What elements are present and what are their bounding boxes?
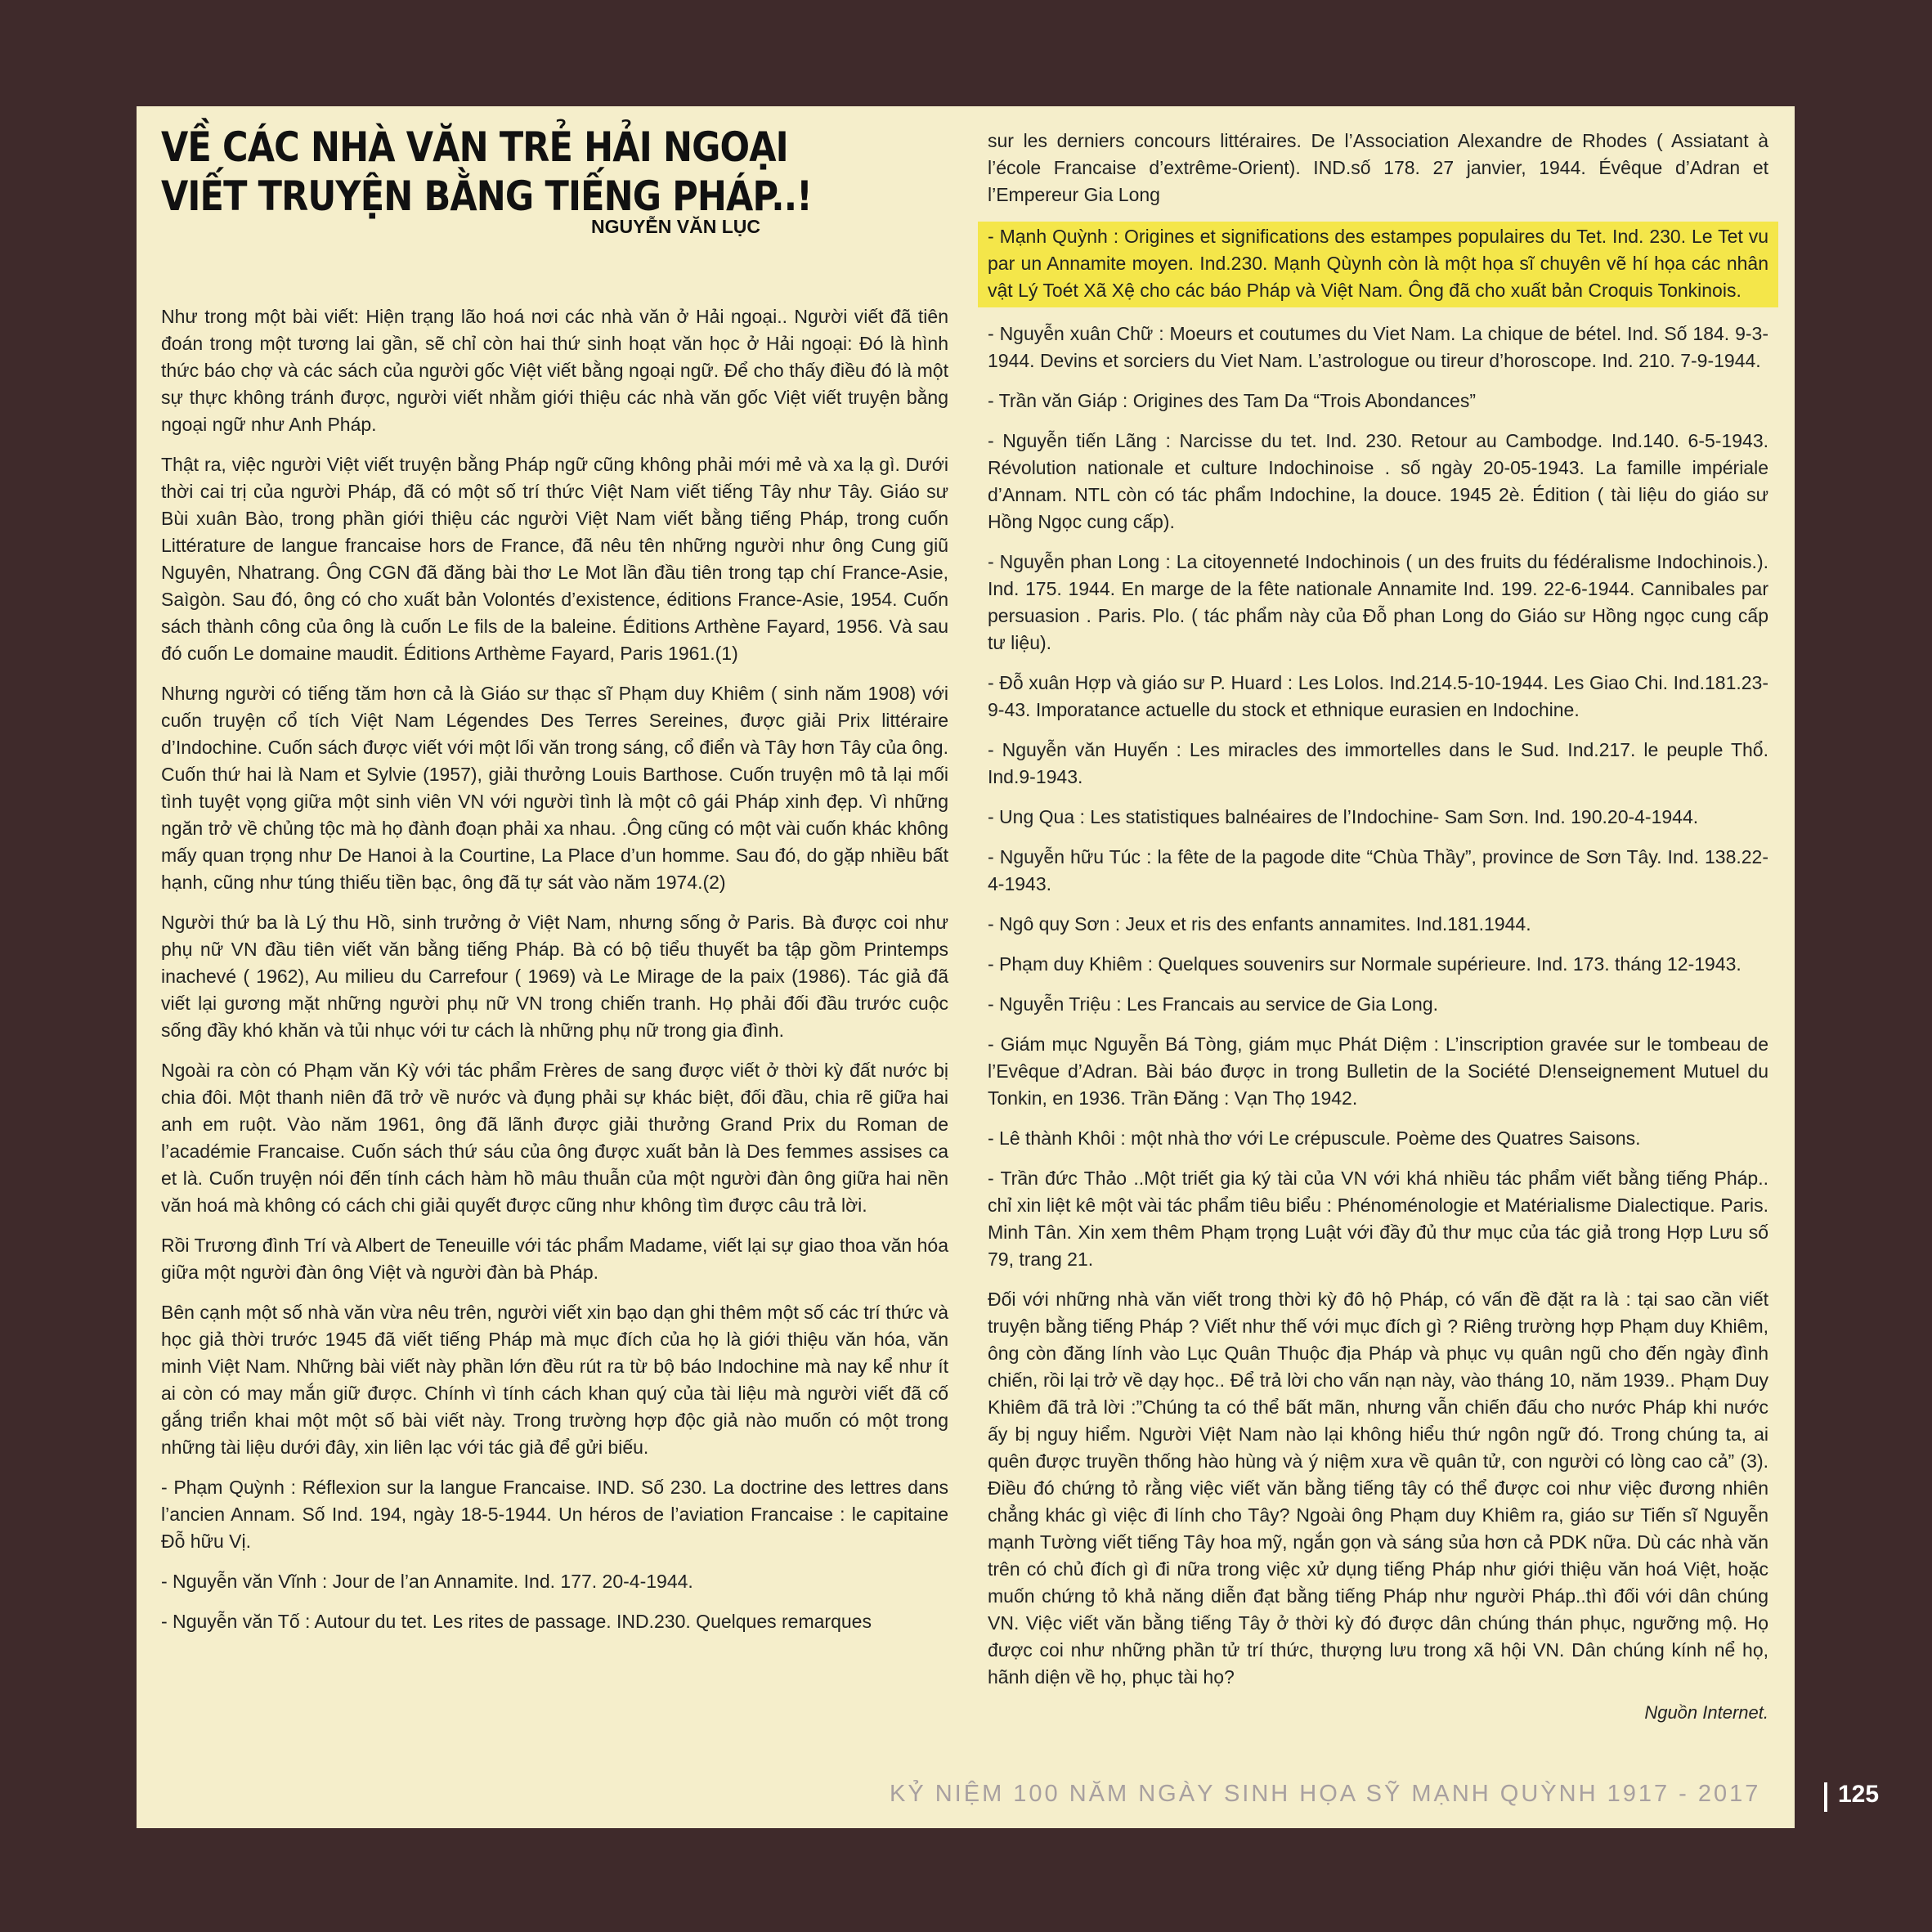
source-note: Nguồn Internet.	[1644, 1702, 1768, 1723]
page-number: 125	[1838, 1781, 1880, 1808]
list-item: - Phạm duy Khiêm : Quelques souvenirs sur Normale supérieure. Ind. 173. tháng 12-1943.	[988, 953, 1741, 975]
right-column	[988, 128, 1768, 1739]
paragraph: sur les derniers concours littéraires. De l’Association Alexandre de Rhodes ( Assiatant à l’école Francaise d’extrême-Orient). IND.số 178. 27 janvier, 1944. Évêque d’Adran et l’Empereur Gia Long	[988, 130, 1768, 205]
left-body	[161, 303, 948, 1635]
list-item: - Nguyễn văn Tố : Autour du tet. Les rites de passage. IND.230. Quelques remarques	[161, 1611, 872, 1632]
highlighted-entry: - Mạnh Quỳnh : Origines et significations des estampes populaires du Tet. Ind. 230. Le Tet vu par un Annamite moyen. Ind.230. Mạnh Qùynh còn là một họa sĩ chuyên vẽ hí họa các nhân vật Lý Toét Xã Xệ cho các báo Pháp và Việt Nam. Ông đã cho xuất bản Croquis Tonkinois.	[978, 222, 1778, 307]
article-title	[161, 123, 838, 221]
list-item: - Ngô quy Sơn : Jeux et ris des enfants annamites. Ind.181.1944.	[988, 913, 1531, 935]
paragraph: Đối với những nhà văn viết trong thời kỳ đô hộ Pháp, có vấn đề đặt ra là : tại sao cần viết truyện bằng tiếng Pháp ? Viết như thế với mục đích gì ? Riêng trường hợp Phạm duy Khiêm, ông còn đăng lính vào Lục Quân Thuộc địa Pháp và phục vụ quân ngũ cho đến ngày đình chiến, rồi lại trở về dạy học.. Để trả lời cho vấn nạn này, vào tháng 10, năm 1939.. Phạm Duy Khiêm đã trả lời :”Chúng ta có thể bất mãn, nhưng vẫn chiến đấu cho nước Pháp khi nước ấy bị nguy hiểm. Người Việt Nam nào lại không hiểu thứ ngôn ngữ đó. Trong chúng ta, ai quên được truyền thống hào hùng và ý niệm xưa về quân tử, con người có lòng cao cả” (3). Điều đó chứng tỏ rằng việc viết văn bằng tiếng tây có thể được coi như việc đương nhiên chẳng khác gì việc đi lính cho Tây? Ngoài ông Phạm duy Khiêm ra, giáo sư Tiến sĩ Nguyễn mạnh Tường viết tiếng Tây hoa mỹ, ngắn gọn và sáng sủa hơn cả PDK nữa. Dù các nhà văn trên có chủ đích gì đi nữa trong việc xử dụng tiếng Pháp như giới thiệu văn hoá Việt, hoặc muốn chứng tỏ khả năng diễn đạt bằng tiếng Pháp như người Pháp..thì đối với dân chúng VN. Việc viết văn bằng tiếng Tây ở thời kỳ đó được dân chúng thán phục, ngưỡng mộ. Họ được coi như những phần tử trí thức, thượng lưu trong xã hội VN. Dân chúng kính nể họ, hãnh diện về họ, phục tài họ?	[988, 1289, 1768, 1688]
title-line-2: VIẾT TRUYỆN BẰNG TIẾNG PHÁP..!	[161, 173, 812, 220]
page-divider	[1824, 1782, 1827, 1812]
paragraph: Người thứ ba là Lý thu Hồ, sinh trưởng ở Việt Nam, nhưng sống ở Paris. Bà được coi như phụ nữ VN đầu tiên viết văn bằng tiếng Pháp. Bà có bộ tiểu thuyết ba tập gồm Printemps inachevé ( 1962), Au milieu du Carrefour ( 1969) và Le Mirage de la paix (1986). Tác giả đã viết lại gương mặt những người phụ nữ VN trong chiến tranh. Họ phải đối đầu trước cuộc sống đầy khó khăn và tủi nhục với tư cách là những phụ nữ trong gia đình.	[161, 912, 948, 1041]
list-item: - Trần văn Giáp : Origines des Tam Da “Trois Abondances”	[988, 390, 1476, 411]
author-name: NGUYỄN VĂN LỤC	[590, 216, 760, 237]
list-item: - Nguyễn tiến Lãng : Narcisse du tet. Ind. 230. Retour au Cambodge. Ind.140. 6-5-1943. Révolution nationale et culture Indochinoise . số ngày 20-05-1943. La famille impériale d’Annam. NTL còn có tác phẩm Indochine, la douce. 1945 2è. Édition ( tài liệu do giáo sư Hồng Ngọc cung cấp).	[988, 430, 1768, 532]
paragraph: Thật ra, việc người Việt viết truyện bằng Pháp ngữ cũng không phải mới mẻ và xa lạ gì. Dưới thời cai trị của người Pháp, đã có một số trí thức Việt Nam viết tiếng Tây như Tây. Giáo sư Bùi xuân Bào, trong phần giới thiệu các người Việt Nam viết bằng tiếng Pháp, trong cuốn Littérature de langue francaise hors de France, đã nêu tên những người như ông Cung giũ Nguyên, Nhatrang. Ông CGN đã đăng bài thơ Le Mot lần đầu tiên trong tạp chí France-Asie, Saìgòn. Sau đó, ông có cho xuất bản Volontés d’existence, éditions France-Asie, 1954. Cuốn sách thành công của ông là cuốn Le fils de la baleine. Éditions Arthène Fayard, 1956. Và sau đó cuốn Le domaine maudit. Éditions Arthème Fayard, Paris 1961.(1)	[161, 454, 948, 664]
list-item: - Lê thành Khôi : một nhà thơ với Le crépuscule. Poème des Quatres Saisons.	[988, 1127, 1641, 1149]
list-item: - Phạm Quỳnh : Réflexion sur la langue Francaise. IND. Số 230. La doctrine des lettres dans l’ancien Annam. Số Ind. 194, ngày 18-5-1944. Un héros de l’aviation Francaise : le capitaine Đỗ hữu Vị.	[161, 1477, 948, 1552]
list-item: - Đỗ xuân Hợp và giáo sư P. Huard : Les Lolos. Ind.214.5-10-1944. Les Giao Chi. Ind.181.23-9-43. Imporatance actuelle du stock et ethnique eurasien en Indochine.	[988, 672, 1768, 720]
list-item: - Nguyễn văn Huyến : Les miracles des immortelles dans le Sud. Ind.217. le peuple Thổ. Ind.9-1943.	[988, 739, 1768, 787]
list-item: - Nguyễn hữu Túc : la fête de la pagode dite “Chùa Thầy”, province de Sơn Tây. Ind. 138.22-4-1943.	[988, 846, 1768, 894]
paragraph: Bên cạnh một số nhà văn vừa nêu trên, người viết xin bạo dạn ghi thêm một số các trí thức và học giả thời trước 1945 đã viết tiếng Pháp mà mục đích của họ là giới thiệu văn hóa, văn minh Việt Nam. Những bài viết này phần lớn đều rút ra từ bộ báo Indochine mà nay kể như ít ai còn có may mắn giữ được. Chính vì tính cách khan quý của tài liệu mà người viết đã cố gắng triển khai một một số bài viết này. Trong trường hợp độc giả nào muốn có một trong những tài liệu dưới đây, xin liên lạc với tác giả để gửi biếu.	[161, 1302, 948, 1458]
paragraph: Nhưng người có tiếng tăm hơn cả là Giáo sư thạc sĩ Phạm duy Khiêm ( sinh năm 1908) với cuốn truyện cổ tích Việt Nam Légendes Des Terres Sereines, được giải Prix littéraire d’Indochine. Cuốn sách được viết với một lối văn trong sáng, cổ điển và Tây hơn Tây của ông. Cuốn thứ hai là Nam et Sylvie (1957), giải thưởng Louis Barthose. Cuốn truyện mô tả lại mối tình tuyệt vọng giữa một sinh viên VN với người tình là một cô gái Pháp xinh đẹp. Vì những ngăn trở về chủng tộc mà họ đành đoạn phải xa nhau. .Ông cũng có một vài cuốn khác không mấy quan trọng như De Hanoi à la Courtine, La Place d’un homme. Sau đó, do gặp nhiều bất hạnh, cũng như túng thiếu tiền bạc, ông đã tự sát vào năm 1974.(2)	[161, 683, 948, 893]
footer-caption: KỶ NIỆM 100 NĂM NGÀY SINH HỌA SỸ MẠNH QUỲNH 1917 - 2017	[890, 1781, 1761, 1807]
list-item: - Giám mục Nguyễn Bá Tòng, giám mục Phát Diệm : L’inscription gravée sur le tombeau de l’Evêque d’Adran. Bài báo được in trong Bulletin de la Société D!enseignement Mutuel du Tonkin, en 1936. Trần Đăng : Vạn Thọ 1942.	[988, 1033, 1768, 1109]
list-item: - Nguyễn văn Vĩnh : Jour de l’an Annamite. Ind. 177. 20-4-1944.	[161, 1571, 693, 1592]
article-panel	[137, 106, 1795, 1828]
list-item: - Ung Qua : Les statistiques balnéaires de l’Indochine- Sam Sơn. Ind. 190.20-4-1944.	[988, 806, 1699, 827]
list-item: - Trần đức Thảo ..Một triết gia ký tài của VN với khá nhiều tác phẩm viết bằng tiếng Pháp.. chỉ xin liệt kê một vài tác phẩm tiêu biểu : Phénoménologie et Matérialisme Dialectique. Paris. Minh Tân. Xin xem thêm Phạm trọng Luật với đầy đủ thư mục của tác giả trong Hợp Lưu số 79, trang 21.	[988, 1168, 1768, 1270]
paragraph: Rồi Trương đình Trí và Albert de Teneuille với tác phẩm Madame, viết lại sự giao thoa văn hóa giữa một người đàn ông Việt và người đàn bà Pháp.	[161, 1235, 948, 1283]
list-item: - Nguyễn Triệu : Les Francais au service de Gia Long.	[988, 993, 1439, 1015]
list-item: - Nguyễn xuân Chữ : Moeurs et coutumes du Viet Nam. La chique de bétel. Ind. Số 184. 9-3-1944. Devins et sorciers du Viet Nam. L’astrologue ou tireur d’horoscope. Ind. 210. 7-9-1944.	[988, 323, 1768, 371]
title-line-1: VỀ CÁC NHÀ VĂN TRẺ HẢI NGOẠI	[161, 123, 788, 171]
list-item: - Nguyễn phan Long : La citoyenneté Indochinois ( un des fruits du fédéralisme Indochinois.). Ind. 175. 1944. En marge de la fête nationale Annamite Ind. 199. 22-6-1944. Cannibales par persuasion . Paris. Plo. ( tác phẩm này của Đỗ phan Long do Giáo sư Hồng ngọc cung cấp tư liệu).	[988, 551, 1768, 653]
left-column	[161, 123, 948, 1648]
paragraph: Ngoài ra còn có Phạm văn Kỳ với tác phẩm Frères de sang được viết ở thời kỳ đất nước bị chia đôi. Một thanh niên đã trở về nước và đụng phải sự khác biệt, đối đầu, chia rẽ giữa hai anh em ruột. Vào năm 1961, ông đã lãnh được giải thưởng Grand Prix du Roman de l’académie Francaise. Cuốn sách thứ sáu của ông được xuất bản là Des femmes assises ca et là. Cuốn truyện nói đến tính cách hàm hồ mâu thuẫn của một người đàn ông giữa hai nền văn hoá mà không có cách chi giải quyết được cũng như không tìm được câu trả lời.	[161, 1060, 948, 1216]
paragraph: Như trong một bài viết: Hiện trạng lão hoá nơi các nhà văn ở Hải ngoại.. Người viết đã tiên đoán trong một tương lai gần, sẽ chỉ còn hai thứ sinh hoạt văn học ở Hải ngoại: Đó là hình thức báo chợ và các sách của người gốc Việt viết bằng ngoại ngữ. Để cho thấy điều đó là một sự thực không tránh được, người viết nhằm giới thiệu các nhà văn gốc Việt viết truyện bằng ngoại ngữ như Anh Pháp.	[161, 306, 948, 435]
